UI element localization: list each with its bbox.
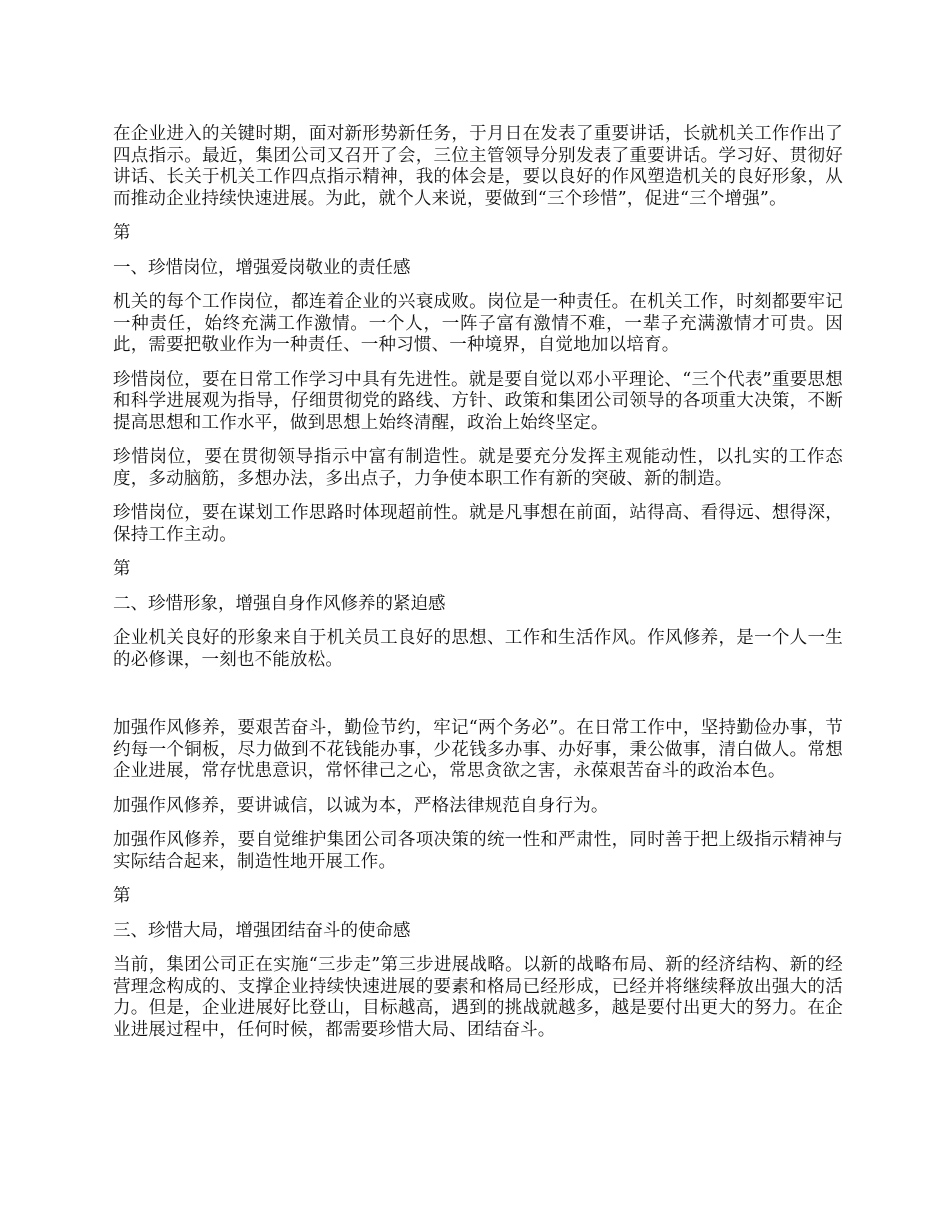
document-body xyxy=(113,124,843,1054)
section-marker: 第 xyxy=(113,223,131,243)
body-paragraph: 珍惜岗位，要在谋划工作思路时体现超前性。就是凡事想在前面，站得高、看得远、想得深，保持工作主动。 xyxy=(113,503,843,545)
section-heading: 三、珍惜大局，增强团结奋斗的使命感 xyxy=(113,920,411,941)
body-paragraph: 珍惜岗位，要在贯彻领导指示中富有制造性。就是要充分发挥主观能动性，以扎实的工作态度，多动脑筋，多想办法，多出点子，力争使本职工作有新的突破、新的制造。 xyxy=(113,447,843,489)
section-marker: 第 xyxy=(113,886,131,906)
body-paragraph: 珍惜岗位，要在日常工作学习中具有先进性。就是要自觉以邓小平理论、“三个代表”重要思想和科学进展观为指导，仔细贯彻党的路线、方针、政策和集团公司领导的各项重大决策，不断提高思想和工作水平，做到思想上始终清醒，政治上始终坚定。 xyxy=(113,369,843,433)
section-marker: 第 xyxy=(113,559,131,579)
intro-paragraph: 在企业进入的关键时期，面对新形势新任务，于月日在发表了重要讲话，长就机关工作作出了四点指示。最近，集团公司又召开了会，三位主管领导分别发表了重要讲话。学习好、贯彻好讲话、长关于机关工作四点指示精神，我的体会是，要以良好的作风塑造机关的良好形象，从而推动企业持续快速进展。为此，就个人来说，要做到“三个珍惜”，促进“三个增强”。 xyxy=(113,124,843,209)
body-paragraph: 加强作风修养，要自觉维护集团公司各项决策的统一性和严肃性，同时善于把上级指示精神与实际结合起来，制造性地开展工作。 xyxy=(113,830,843,872)
body-paragraph: 机关的每个工作岗位，都连着企业的兴衰成败。岗位是一种责任。在机关工作，时刻都要牢记一种责任，始终充满工作激情。一个人，一阵子富有激情不难，一辈子充满激情才可贵。因此，需要把敬业作为一种责任、一种习惯、一种境界，自觉地加以培育。 xyxy=(113,292,843,355)
body-paragraph: 当前，集团公司正在实施“三步走”第三步进展战略。以新的战略布局、新的经济结构、新的经营理念构成的、支撑企业持续快速进展的要素和格局已经形成，已经并将继续释放出强大的活力。但是，企业进展好比登山，目标越高，遇到的挑战就越多，越是要付出更大的努力。在企业进展过程中，任何时候，都需要珍惜大局、团结奋斗。 xyxy=(113,955,843,1040)
body-paragraph: 加强作风修养，要艰苦奋斗，勤俭节约，牢记“两个务必”。在日常工作中，坚持勤俭办事，节约每一个铜板，尽力做到不花钱能办事，少花钱多办事、办好事，秉公做事，清白做人。常想企业进展，常存忧患意识，常怀律己之心，常思贪欲之害，永葆艰苦奋斗的政治本色。 xyxy=(113,718,843,781)
section-heading: 二、珍惜形象，增强自身作风修养的紧迫感 xyxy=(113,593,446,614)
body-paragraph: 加强作风修养，要讲诚信，以诚为本，严格法律规范自身行为。 xyxy=(113,795,609,816)
section-heading: 一、珍惜岗位，增强爱岗敬业的责任感 xyxy=(113,257,411,278)
body-paragraph: 企业机关良好的形象来自于机关员工良好的思想、工作和生活作风。作风修养，是一个人一生的必修课，一刻也不能放松。 xyxy=(113,628,843,670)
paragraph-spacer xyxy=(113,684,843,718)
